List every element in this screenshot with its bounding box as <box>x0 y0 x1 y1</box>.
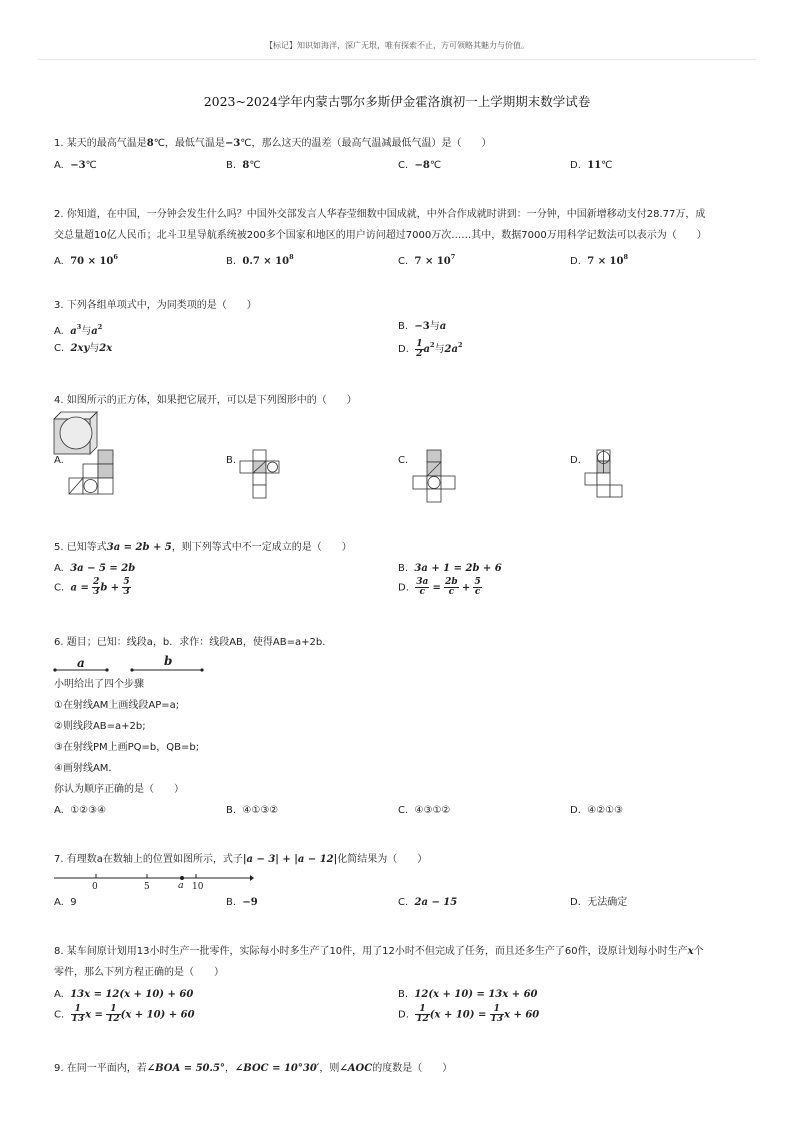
q7-option-c[interactable]: C. 2a − 15 <box>398 897 458 908</box>
q4-option-a-label[interactable]: A. <box>54 455 64 466</box>
q8-option-b[interactable]: B. 12(x + 10) = 13x + 60 <box>398 989 538 1000</box>
q7-tick-0: 0 <box>92 882 98 892</box>
q7-option-a[interactable]: A. 9 <box>54 897 77 908</box>
q3-stem: 3. 下列各组单项式中，为同类项的是（ ） <box>54 300 257 311</box>
q4-option-c-label[interactable]: C. <box>398 455 409 466</box>
q6-option-d[interactable]: D. ④②①③ <box>570 805 624 816</box>
q3-option-d[interactable]: D. $\frac{1}{2}$ $a^2$与$2a^2$ <box>398 338 463 359</box>
q2-option-b[interactable]: B. $0.7 \times 10^8$ <box>226 253 294 267</box>
q8-option-d[interactable]: D. $\frac{1}{12}$ (x + 10) = $\frac{1}{13}$ x + 60 <box>398 1004 540 1024</box>
q7-tick-5: 5 <box>144 882 150 892</box>
q6-ask: 你认为顺序正确的是（ ） <box>54 784 184 795</box>
q8-stem-line1: 8. 某车间原计划用13小时生产一批零件，实际每小时多生产了10件，用了12小时不但完成了任务，而且还多生产了60件，设原计划每小时生产x个 <box>54 946 704 957</box>
header-note: 【标记】知识如海洋，深广无垠，唯有探索不止，方可领略其魅力与价值。 <box>265 41 529 50</box>
q4-option-a-net[interactable] <box>68 449 114 495</box>
q1-option-c[interactable]: C. −8℃ <box>398 160 442 171</box>
q6-stem: 6. 题目；已知：线段a，b．求作：线段AB，使得AB=a+2b． <box>54 637 333 648</box>
q2-stem-line2: 交总量超10亿人民币；北斗卫星导航系统被200多个国家和地区的用户访问超过7000万次……其中，数据7000万用科学记数法可以表示为（ ） <box>54 230 707 241</box>
q7-number-line <box>54 872 254 884</box>
q5-option-d[interactable]: D. $\frac{3a}{c}$ = $\frac{2b}{c}$ + $\frac{5}{c}$ <box>398 577 481 597</box>
q8-stem-line2: 零件，那么下列方程正确的是（ ） <box>54 967 224 978</box>
q4-cube-figure <box>54 412 98 454</box>
q2-stem-line1: 2. 你知道，在中国，一分钟会发生什么吗？中国外交部发言人华春莹细数中国成就，中外合作成就时讲到：一分钟，中国新增移动支付28.77万，成 <box>54 209 706 220</box>
q7-option-d[interactable]: D. 无法确定 <box>570 897 628 908</box>
q1-stem: 1. 某天的最高气温是8℃，最低气温是−3℃，那么这天的温差（最高气温减最低气温）是（ ） <box>54 138 492 149</box>
q7-tick-a: a <box>178 880 184 891</box>
q1-option-d[interactable]: D. 11℃ <box>570 160 613 171</box>
q6-step-3: ③在射线PM上画PQ=b，QB=b; <box>54 742 200 753</box>
q4-option-c-net[interactable] <box>412 449 458 503</box>
q4-option-d-net[interactable] <box>584 449 624 499</box>
q5-stem: 5. 已知等式3a = 2b + 5，则下列等式中不一定成立的是（ ） <box>54 542 352 553</box>
q3-option-b[interactable]: B. −3与a <box>398 321 447 332</box>
q6-step-intro: 小明给出了四个步骤 <box>54 679 144 690</box>
q4-option-d-label[interactable]: D. <box>570 455 581 466</box>
q4-stem: 4. 如图所示的正方体，如果把它展开，可以是下列图形中的（ ） <box>54 395 357 406</box>
q8-option-c[interactable]: C. $\frac{1}{13}$ x = $\frac{1}{12}$ (x + 10) + 60 <box>54 1004 195 1024</box>
q6-step-1: ①在射线AM上画线段AP=a; <box>54 700 180 711</box>
q6-option-c[interactable]: C. ④③①② <box>398 805 451 816</box>
q7-option-b[interactable]: B. −9 <box>226 897 258 908</box>
q4-option-b-label[interactable]: B. <box>226 455 237 466</box>
q6-option-b[interactable]: B. ④①③② <box>226 805 279 816</box>
q5-option-a[interactable]: A. 3a − 5 = 2b <box>54 563 136 574</box>
q9-stem: 9. 在同一平面内，若∠BOA = 50.5°，∠BOC = 10°30′，则∠AOC的度数是（ ） <box>54 1063 453 1074</box>
q5-option-b[interactable]: B. 3a + 1 = 2b + 6 <box>398 563 502 574</box>
q6-step-2: ②则线段AB=a+2b; <box>54 721 146 732</box>
q1-option-a[interactable]: A. −3℃ <box>54 160 97 171</box>
q6-segment-a-label: a <box>77 656 85 670</box>
q7-tick-10: 10 <box>192 882 204 892</box>
q4-option-b-net[interactable] <box>239 449 285 501</box>
q2-option-c[interactable]: C. $7 \times 10^7$ <box>398 253 456 267</box>
q1-option-b[interactable]: B. 8℃ <box>226 160 261 171</box>
q7-stem: 7. 有理数a在数轴上的位置如图所示，式子|a − 3| + |a − 12|化简结果为（ ） <box>54 854 428 865</box>
q6-segment-b-label: b <box>164 654 173 668</box>
q6-option-a[interactable]: A. ①②③④ <box>54 805 107 816</box>
q8-option-a[interactable]: A. 13x = 12(x + 10) + 60 <box>54 989 194 1000</box>
q6-step-4: ④画射线AM． <box>54 763 119 774</box>
q3-option-c[interactable]: C. 2xy与2x <box>54 343 113 354</box>
q3-option-a[interactable]: A. $a^3$与$a^2$ <box>54 323 103 337</box>
q2-option-d[interactable]: D. $7 \times 10^8$ <box>570 253 628 267</box>
q2-option-a[interactable]: A. $70 \times 10^6$ <box>54 253 118 267</box>
page-title: 2023~2024学年内蒙古鄂尔多斯伊金霍洛旗初一上学期期末数学试卷 <box>203 94 591 109</box>
header-divider <box>38 59 756 60</box>
q5-option-c[interactable]: C. a = $\frac{2}{3}$ b + $\frac{5}{3}$ <box>54 577 130 597</box>
